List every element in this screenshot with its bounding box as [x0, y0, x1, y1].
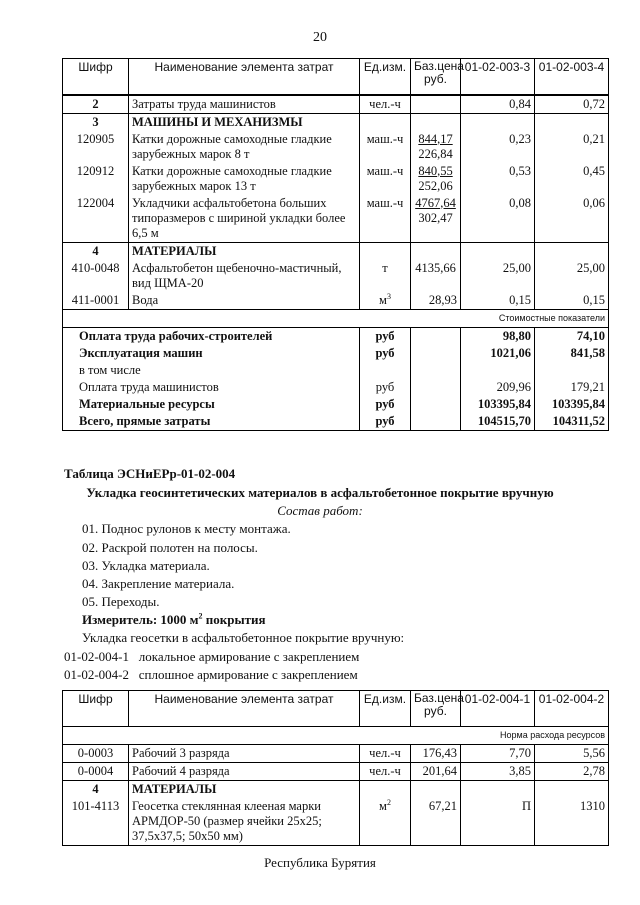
- work-item: 05. Переходы.: [82, 594, 160, 609]
- summary-label: Материальные ресурсы: [63, 396, 360, 413]
- summary-row: [63, 413, 609, 431]
- summary-value-2: 841,58: [535, 345, 609, 362]
- table-row: [63, 763, 609, 781]
- row-code: 122004: [63, 195, 129, 243]
- summary-row: [63, 345, 609, 362]
- meter-line: Измеритель: 1000 $м^2$ покрытия: [82, 611, 266, 627]
- cost-label-row: [63, 309, 609, 327]
- summary-unit: руб: [360, 396, 411, 413]
- works-title: Состав работ:: [277, 503, 363, 518]
- table-row: [63, 131, 609, 163]
- row-code: 0-0003: [63, 745, 129, 763]
- row-name: Затраты труда машинистов: [129, 95, 360, 114]
- row-unit: м: [379, 292, 387, 307]
- summary-row: [63, 362, 609, 379]
- summary-value-1: 1021,06: [461, 345, 535, 362]
- row-name: Катки дорожные самоходные гладкие зарубежных марок 8 т: [129, 131, 360, 163]
- summary-unit: руб: [360, 327, 411, 345]
- row-unit-exponent: 3: [386, 291, 391, 301]
- header-unit: Ед.изм.: [360, 691, 411, 727]
- header-col-2: 01-02-004-2: [535, 691, 609, 727]
- table-header-row: [63, 691, 609, 727]
- summary-label: Эксплуатация машин: [63, 345, 360, 362]
- row-code: 2: [63, 95, 129, 114]
- row-unit: маш.-ч: [360, 131, 411, 163]
- summary-label: Всего, прямые затраты: [63, 413, 360, 431]
- section-row: [63, 113, 609, 131]
- header-base-price: Баз.цена руб.: [411, 59, 461, 95]
- section-row: [63, 242, 609, 260]
- page-number: 20: [313, 30, 327, 45]
- summary-row: [63, 379, 609, 396]
- row-value-2: 2,78: [535, 763, 609, 781]
- header-unit: Ед.изм.: [360, 59, 411, 95]
- row-price-wage: 302,47: [418, 210, 453, 225]
- summary-row: [63, 327, 609, 345]
- row-price-main: 840,55: [418, 163, 453, 178]
- section-code: 4: [63, 242, 129, 260]
- header-base-price: Баз.цена руб.: [411, 691, 461, 727]
- header-col-1: 01-02-003-3: [461, 59, 535, 95]
- table-row: [63, 798, 609, 846]
- variant-text: локальное армирование с закреплением: [138, 649, 360, 664]
- variant-line: [64, 667, 358, 683]
- row-value-1: 0,08: [461, 195, 535, 243]
- row-price-main: 28,93: [411, 292, 461, 310]
- row-code: 0-0004: [63, 763, 129, 781]
- table-row: [63, 260, 609, 292]
- table-row: [63, 163, 609, 195]
- section-code: 3: [63, 113, 129, 131]
- row-name: Рабочий 4 разряда: [129, 763, 360, 781]
- summary-value-2: 179,21: [535, 379, 609, 396]
- row-price-main: 176,43: [411, 745, 461, 763]
- row-price-main: 67,21: [411, 798, 461, 846]
- row-code: 411-0001: [63, 292, 129, 310]
- row-name: Геосетка стеклянная клееная марки АРМДОР-50 (размер ячейки 25х25; 37,5х37,5; 50х50 мм): [129, 798, 360, 846]
- variant-text: сплошное армирование с закреплением: [138, 667, 358, 682]
- row-value-2: 5,56: [535, 745, 609, 763]
- row-unit: маш.-ч: [360, 195, 411, 243]
- row-unit: чел.-ч: [360, 95, 411, 114]
- row-value-1: 3,85: [461, 763, 535, 781]
- cost-indicators-label: Стоимостные показатели: [461, 309, 609, 327]
- row-code: 120912: [63, 163, 129, 195]
- row-name: Асфальтобетон щебеночно-мастичный, вид ЩМА-20: [129, 260, 360, 292]
- row-price-wage: 226,84: [418, 146, 453, 161]
- work-item: 03. Укладка материала.: [82, 558, 210, 573]
- summary-value-2: 103395,84: [535, 396, 609, 413]
- row-value-2: 0,45: [535, 163, 609, 195]
- header-col-1: 01-02-004-1: [461, 691, 535, 727]
- work-item: 01. Поднос рулонов к месту монтажа.: [82, 521, 291, 536]
- row-name: Рабочий 3 разряда: [129, 745, 360, 763]
- summary-label: Оплата труда машинистов: [63, 379, 360, 396]
- header-code: Шифр: [63, 59, 129, 95]
- row-unit: маш.-ч: [360, 163, 411, 195]
- header-name: Наименование элемента затрат: [129, 691, 360, 727]
- section-row: [63, 781, 609, 799]
- row-value-2: 0,15: [535, 292, 609, 310]
- row-value-2: 1310: [535, 798, 609, 846]
- table-row: [63, 745, 609, 763]
- summary-row: [63, 396, 609, 413]
- table-row: [63, 195, 609, 243]
- table-subtitle: Укладка геосинтетических материалов в асфальтобетонное покрытие вручную: [86, 485, 554, 500]
- row-code: 101-4113: [63, 798, 129, 846]
- row-price-main: 201,64: [411, 763, 461, 781]
- row-value-1: 7,70: [461, 745, 535, 763]
- row-unit: т: [360, 260, 411, 292]
- row-value-1: 0,15: [461, 292, 535, 310]
- row-name: Катки дорожные самоходные гладкие зарубежных марок 13 т: [129, 163, 360, 195]
- row-value-2: 0,06: [535, 195, 609, 243]
- row-value-2: 0,72: [535, 95, 609, 114]
- row-unit: чел.-ч: [360, 763, 411, 781]
- row-unit: чел.-ч: [360, 745, 411, 763]
- row-price-main: 844,17: [418, 131, 453, 146]
- row-value-1: 0,23: [461, 131, 535, 163]
- summary-value-1: 104515,70: [461, 413, 535, 431]
- row-name: Укладчики асфальтобетона больших типоразмеров с шириной укладки более 6,5 м: [129, 195, 360, 243]
- row-code: 120905: [63, 131, 129, 163]
- summary-value-1: 103395,84: [461, 396, 535, 413]
- summary-label: Оплата труда рабочих-строителей: [63, 327, 360, 345]
- norm-label: Норма расхода ресурсов: [461, 727, 609, 745]
- table-header-row: [63, 59, 609, 95]
- summary-unit: руб: [360, 345, 411, 362]
- norm-label-row: [63, 727, 609, 745]
- row-value-1: 0,53: [461, 163, 535, 195]
- variant-code: 01-02-004-2: [64, 667, 129, 682]
- row-name: Вода: [129, 292, 360, 310]
- table-title: Таблица ЭСНиЕРр-01-02-004: [64, 466, 236, 481]
- summary-unit: руб: [360, 413, 411, 431]
- row-value-1: 0,84: [461, 95, 535, 114]
- summary-value-1: 209,96: [461, 379, 535, 396]
- variant-line: [64, 649, 359, 665]
- section-title: МАТЕРИАЛЫ: [129, 242, 360, 260]
- work-item: 04. Закрепление материала.: [82, 576, 235, 591]
- footer-region: Республика Бурятия: [264, 855, 376, 870]
- row-value-1: П: [461, 798, 535, 846]
- summary-unit: руб: [360, 379, 411, 396]
- row-price-main: 4135,66: [411, 260, 461, 292]
- section-title: МАТЕРИАЛЫ: [129, 781, 360, 799]
- summary-label: в том числе: [63, 362, 360, 379]
- section-title: МАШИНЫ И МЕХАНИЗМЫ: [129, 113, 360, 131]
- variant-code: 01-02-004-1: [64, 649, 129, 664]
- resource-table-1: [62, 58, 609, 431]
- resource-table-2: [62, 690, 609, 846]
- row-price-wage: 252,06: [418, 178, 453, 193]
- summary-value-2: 74,10: [535, 327, 609, 345]
- row-unit: м: [379, 799, 387, 813]
- row-value-1: 25,00: [461, 260, 535, 292]
- header-name: Наименование элемента затрат: [129, 59, 360, 95]
- table-row: [63, 292, 609, 310]
- summary-value-2: 104311,52: [535, 413, 609, 431]
- work-item: 02. Раскрой полотен на полосы.: [82, 540, 258, 555]
- section-code: 4: [63, 781, 129, 799]
- row-unit-exponent: 2: [386, 797, 391, 807]
- row-value-2: 25,00: [535, 260, 609, 292]
- row-price-main: 4767,64: [415, 195, 456, 210]
- row-code: 410-0048: [63, 260, 129, 292]
- table-row: [63, 95, 609, 114]
- header-code: Шифр: [63, 691, 129, 727]
- summary-value-1: 98,80: [461, 327, 535, 345]
- intro-text: Укладка геосетки в асфальтобетонное покрытие вручную:: [82, 630, 405, 645]
- header-col-2: 01-02-003-4: [535, 59, 609, 95]
- row-value-2: 0,21: [535, 131, 609, 163]
